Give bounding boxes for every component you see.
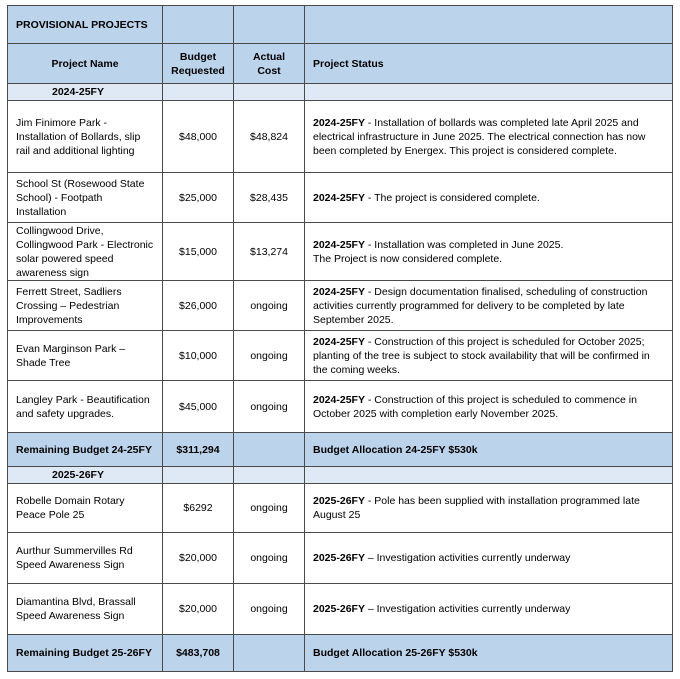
project-name: Langley Park - Beautification and safety upgrades. (8, 381, 163, 433)
actual-cost: $48,824 (234, 101, 305, 173)
project-name: Aurthur Summervilles Rd Speed Awareness Sign (8, 533, 163, 584)
budget-requested: $10,000 (163, 331, 234, 381)
header-actual-cost: Actual Cost (234, 44, 305, 84)
actual-cost: ongoing (234, 533, 305, 584)
header-project-name: Project Name (8, 44, 163, 84)
table-row (8, 381, 673, 433)
summary-row (8, 433, 673, 467)
budget-requested: $20,000 (163, 584, 234, 635)
actual-cost: ongoing (234, 584, 305, 635)
table-title-row (8, 6, 673, 44)
actual-cost: $28,435 (234, 173, 305, 223)
budget-requested: $45,000 (163, 381, 234, 433)
column-header-row (8, 44, 673, 84)
budget-allocation: Budget Allocation 25-26FY $530k (305, 635, 673, 672)
actual-cost: ongoing (234, 331, 305, 381)
actual-cost: ongoing (234, 484, 305, 533)
actual-cost: ongoing (234, 281, 305, 331)
section-label-row (8, 467, 673, 484)
header-project-status: Project Status (305, 44, 673, 84)
table-row (8, 223, 673, 281)
provisional-projects-table (7, 5, 673, 672)
project-status: 2025-26FY – Investigation activities currently underway (305, 533, 673, 584)
table-row (8, 484, 673, 533)
budget-requested: $15,000 (163, 223, 234, 281)
project-name: Ferrett Street, Sadliers Crossing – Pedestrian Improvements (8, 281, 163, 331)
project-status: 2024-25FY - The project is considered complete. (305, 173, 673, 223)
project-name: Jim Finimore Park - Installation of Bollards, slip rail and additional lighting (8, 101, 163, 173)
section-label: 2024-25FY (8, 84, 163, 101)
remaining-budget-label: Remaining Budget 25-26FY (8, 635, 163, 672)
actual-cost: $13,274 (234, 223, 305, 281)
project-status: 2024-25FY - Design documentation finalised, scheduling of construction activities currently programmed for delivery to be completed by late September 2025. (305, 281, 673, 331)
project-name: Robelle Domain Rotary Peace Pole 25 (8, 484, 163, 533)
table-row (8, 281, 673, 331)
table-row (8, 331, 673, 381)
project-status: 2025-26FY - Pole has been supplied with installation programmed late August 25 (305, 484, 673, 533)
table-row (8, 101, 673, 173)
budget-requested: $48,000 (163, 101, 234, 173)
table-row (8, 173, 673, 223)
project-name: Diamantina Blvd, Brassall Speed Awareness Sign (8, 584, 163, 635)
header-budget-requested: Budget Requested (163, 44, 234, 84)
project-name: Collingwood Drive, Collingwood Park - Electronic solar powered speed awareness sign (8, 223, 163, 281)
section-label: 2025-26FY (8, 467, 163, 484)
section-label-row (8, 84, 673, 101)
summary-row (8, 635, 673, 672)
budget-requested: $20,000 (163, 533, 234, 584)
table-row (8, 584, 673, 635)
remaining-budget-value: $311,294 (163, 433, 234, 467)
remaining-budget-label: Remaining Budget 24-25FY (8, 433, 163, 467)
project-status: 2024-25FY - Installation was completed in June 2025. The Project is now considered complete. (305, 223, 673, 281)
budget-allocation: Budget Allocation 24-25FY $530k (305, 433, 673, 467)
project-status: 2024-25FY - Installation of bollards was completed late April 2025 and electrical infrastructure in June 2025. The electrical connection has now been completed by Energex. This project is considered complete. (305, 101, 673, 173)
project-status: 2024-25FY - Construction of this project is scheduled for October 2025; planting of the tree is subject to stock availability that will be confirmed in the coming weeks. (305, 331, 673, 381)
budget-requested: $25,000 (163, 173, 234, 223)
table-row (8, 533, 673, 584)
budget-requested: $26,000 (163, 281, 234, 331)
table-title: PROVISIONAL PROJECTS (8, 6, 163, 44)
actual-cost: ongoing (234, 381, 305, 433)
budget-requested: $6292 (163, 484, 234, 533)
project-name: School St (Rosewood State School) - Footpath Installation (8, 173, 163, 223)
project-status: 2025-26FY – Investigation activities currently underway (305, 584, 673, 635)
remaining-budget-value: $483,708 (163, 635, 234, 672)
project-status: 2024-25FY - Construction of this project is scheduled to commence in October 2025 with completion early November 2025. (305, 381, 673, 433)
project-name: Evan Marginson Park – Shade Tree (8, 331, 163, 381)
